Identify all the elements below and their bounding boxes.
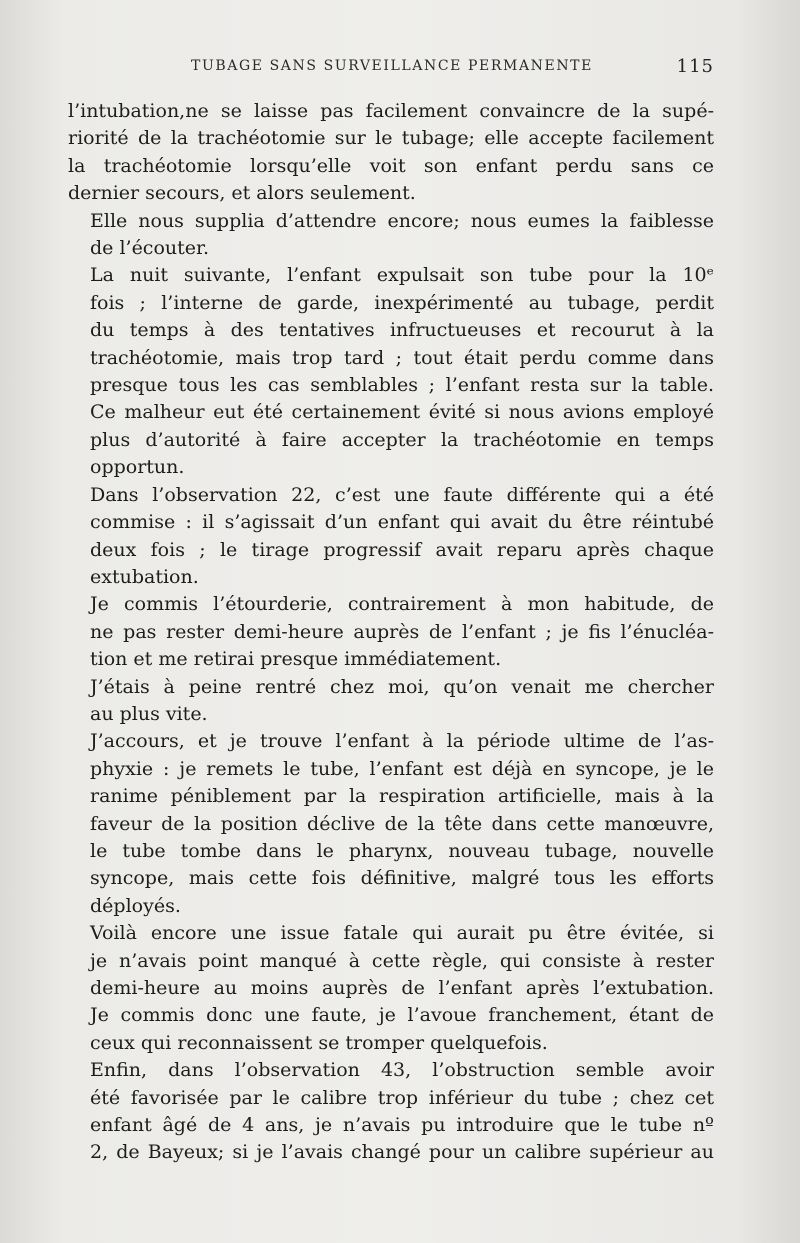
paragraph: [68, 920, 714, 1057]
paragraph: [68, 482, 714, 592]
text-line: de l’écouter.: [90, 237, 210, 260]
paragraph: [68, 98, 714, 208]
text-line: Je commis donc une faute, je l’avoue franchement, étant de: [90, 1004, 714, 1027]
text-line: Dans l’observation 22, c’est une faute différente qui a été: [90, 483, 714, 506]
text-line: fois ; l’interne de garde, inexpérimenté au tubage, perdit: [90, 291, 714, 314]
text-line: Enfin, dans l’observation 43, l’obstruction semble avoir: [90, 1059, 714, 1082]
text-line: deux fois ; le tirage progressif avait reparu après chaque: [90, 538, 714, 561]
paragraph: [68, 1057, 714, 1167]
running-title: TUBAGE SANS SURVEILLANCE PERMANENTE: [191, 58, 593, 74]
text-line: ceux qui reconnaissent se tromper quelquefois.: [90, 1031, 548, 1054]
text-line: ne pas rester demi-heure auprès de l’enfant ; je fis l’énucléa-: [90, 620, 714, 643]
paragraph: [68, 262, 714, 481]
text-line: été favorisée par le calibre trop inférieur du tube ; chez cet: [90, 1086, 714, 1109]
text-line: opportun.: [90, 456, 185, 479]
text-line: faveur de la position déclive de la tête dans cette manœuvre,: [90, 812, 714, 835]
page-number: 115: [676, 56, 714, 77]
text-line: le tube tombe dans le pharynx, nouveau tubage, nouvelle: [90, 839, 714, 862]
text-line: tion et me retirai presque immédiatement.: [90, 648, 502, 671]
text-line: syncope, mais cette fois définitive, malgré tous les efforts: [90, 867, 714, 890]
text-line: ranime péniblement par la respiration artificielle, mais à la: [90, 785, 714, 808]
text-line: 2, de Bayeux; si je l’avais changé pour un calibre supérieur au: [90, 1141, 714, 1164]
text-line: La nuit suivante, l’enfant expulsait son tube pour la 10ᵉ: [90, 264, 714, 287]
paragraph: [68, 208, 714, 263]
text-line: Voilà encore une issue fatale qui aurait pu être évitée, si: [90, 922, 714, 945]
text-line: enfant âgé de 4 ans, je n’avais pu introduire que le tube nº: [90, 1114, 714, 1137]
text-line: J’accours, et je trouve l’enfant à la période ultime de l’as-: [90, 730, 714, 753]
paragraph: [68, 674, 714, 729]
body-text: [68, 98, 714, 1167]
text-line: extubation.: [90, 565, 199, 588]
text-line: Ce malheur eut été certainement évité si nous avions employé: [90, 401, 714, 424]
text-line: presque tous les cas semblables ; l’enfant resta sur la table.: [90, 374, 714, 397]
text-line: commise : il s’agissait d’un enfant qui avait du être réintubé: [90, 511, 714, 534]
text-line: du temps à des tentatives infructueuses et recourut à la: [90, 319, 714, 342]
running-head: [70, 58, 714, 80]
text-line: phyxie : je remets le tube, l’enfant est déjà en syncope, je le: [90, 757, 714, 780]
text-line: Je commis l’étourderie, contrairement à mon habitude, de: [90, 593, 714, 616]
text-line: demi-heure au moins auprès de l’enfant après l’extubation.: [90, 977, 714, 999]
text-line: dernier secours, et alors seulement.: [68, 182, 416, 205]
text-line: au plus vite.: [90, 702, 208, 725]
paragraph: [68, 728, 714, 920]
text-line: Elle nous supplia d’attendre encore; nous eumes la faiblesse: [90, 209, 714, 232]
text-line: déployés.: [90, 894, 181, 917]
text-line: trachéotomie, mais trop tard ; tout était perdu comme dans: [90, 346, 714, 369]
text-line: l’intubation,ne se laisse pas facilement convaincre de la supé-: [68, 100, 714, 122]
text-line: J’étais à peine rentré chez moi, qu’on venait me chercher: [90, 675, 714, 698]
text-line: la trachéotomie lorsqu’elle voit son enfant perdu sans ce: [68, 154, 714, 177]
text-line: je n’avais point manqué à cette règle, qui consiste à rester: [90, 949, 714, 972]
text-line: riorité de la trachéotomie sur le tubage; elle accepte facilement: [68, 127, 714, 150]
paragraph: [68, 591, 714, 673]
text-line: plus d’autorité à faire accepter la trachéotomie en temps: [90, 428, 714, 451]
